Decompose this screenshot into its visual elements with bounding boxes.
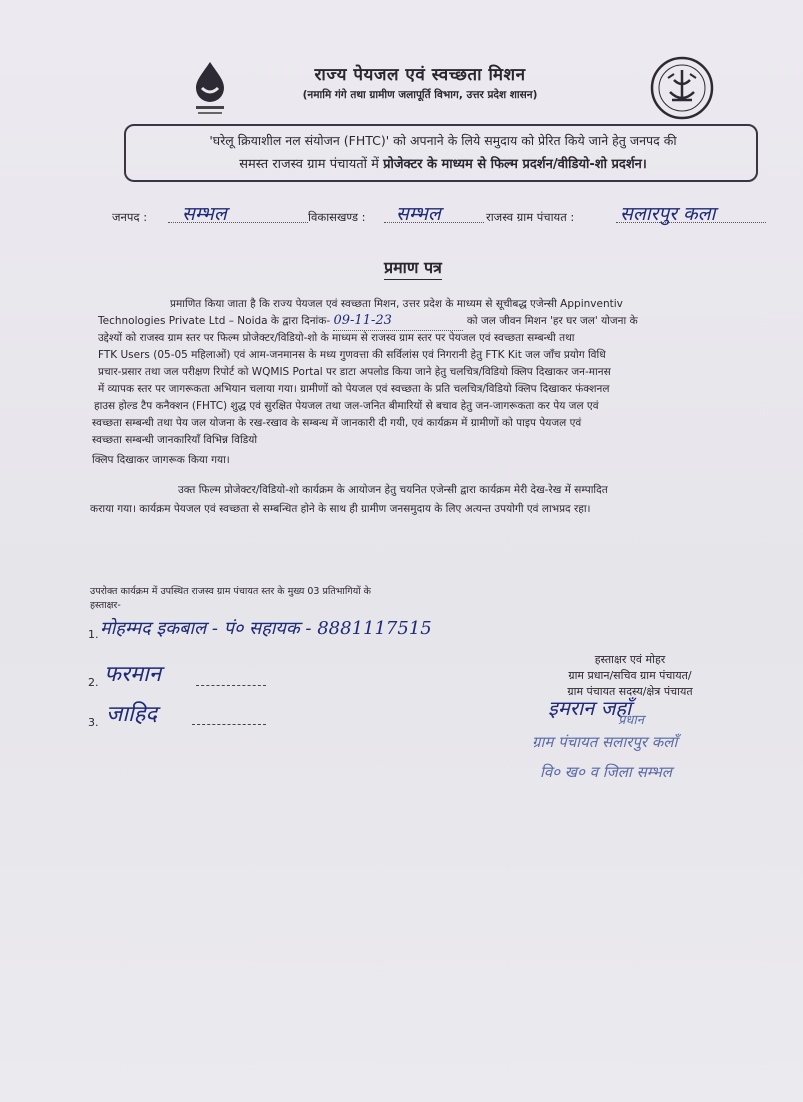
program-date: 09-11-23 xyxy=(333,313,463,331)
body-text: को जल जीवन मिशन 'हर घर जल' योजना के xyxy=(466,315,638,327)
participant-number: 2. xyxy=(88,676,99,689)
body-line: में व्यापक स्तर पर जागरूकता अभियान चलाया गया। ग्रामीणों को पेयजल एवं स्वच्छता के प्रति चलचित्र/विडियो क्लिप दिखाकर फंक्शनल xyxy=(98,383,610,395)
body-text: Technologies Private Ltd – Noida के द्वारा दिनांक- xyxy=(98,315,331,327)
body-line: उक्त फिल्म प्रोजेक्टर/विडियो-शो कार्यक्रम के आयोजन हेतु चयनित एजेन्सी द्वारा कार्यक्रम मेरी देख-रेख में सम्पादित xyxy=(178,484,608,496)
location-fields xyxy=(112,204,772,228)
signatory-label-2: ग्राम प्रधान/सचिव ग्राम पंचायत/ xyxy=(568,669,692,682)
subject-line-2 xyxy=(140,154,746,172)
subject-line-2-plain: समस्त राजस्व ग्राम पंचायतों में xyxy=(239,157,379,172)
block-label: विकासखण्ड : xyxy=(308,210,366,224)
subject-line-2-bold: प्रोजेक्टर के माध्यम से फिल्म प्रदर्शन/वीडियो-शो प्रदर्शन। xyxy=(383,157,647,172)
district-label: जनपद : xyxy=(112,210,148,224)
body-line: स्वच्छता सम्बन्धी तथा पेय जल योजना के रख-रखाव के सम्बन्ध में जानकारी दी गयी, एवं कार्यक्रम में ग्रामीणों को पाइप पेयजल एवं xyxy=(92,417,582,429)
mission-title: राज्य पेयजल एवं स्वच्छता मिशन xyxy=(314,65,526,85)
panchayat-label: राजस्व ग्राम पंचायत : xyxy=(486,210,575,224)
uttar-pradesh-govt-seal-icon xyxy=(644,56,720,120)
stamp-line-2: वि० ख० व जिला सम्भल xyxy=(540,763,672,781)
certificate-title: प्रमाण पत्र xyxy=(384,256,442,280)
subject-line-1: 'घरेलू क्रियाशील नल संयोजन (FHTC)' को अपनाने के लिये समुदाय को प्रेरित किये जाने हेतु जनपद की xyxy=(209,133,677,148)
panchayat-value: सलारपुर कला xyxy=(620,203,716,225)
pradhan-signature: इमरान जहाँ xyxy=(548,696,632,720)
signature-dashline xyxy=(192,724,266,725)
body-line: प्रमाणित किया जाता है कि राज्य पेयजल एवं स्वच्छता मिशन, उत्तर प्रदेश के माध्यम से सूचीबद्ध एजेन्सी Appinventiv xyxy=(170,298,623,310)
participant-signature-3: जाहिद xyxy=(106,702,158,727)
stamp-pradhan: प्रधान xyxy=(618,713,644,728)
participants-intro: उपरोक्त कार्यक्रम में उपस्थित राजस्व ग्राम पंचायत स्तर के मुख्य 03 प्रतिभागियों के xyxy=(90,586,371,597)
block-value: सम्भल xyxy=(396,203,441,225)
body-line: प्रचार-प्रसार तथा जल परीक्षण रिपोर्ट को WQMIS Portal पर डाटा अपलोड किया जाने हेतु चलचित्र/विडियो क्लिप दिखाकर जन-मानस xyxy=(98,366,611,378)
body-line: उद्देश्यों को राजस्व ग्राम स्तर पर फिल्म प्रोजेक्टर/विडियो-शो के माध्यम से राजस्व ग्राम स्तर पर पेयजल एवं स्वच्छता सम्बन्धी तथा xyxy=(98,332,575,344)
body-line: स्वच्छता सम्बन्धी जानकारियाँ विभिन्न विडियो xyxy=(92,434,258,446)
signatory-label-3: ग्राम पंचायत सदस्य/क्षेत्र पंचायत xyxy=(567,685,693,698)
body-line: FTK Users (05-05 महिलाओं) एवं आम-जनमानस के मध्य गुणवत्ता की सर्विलांस एवं निगरानी हेतु FTK Kit जल जाँच प्रयोग विधि xyxy=(98,349,606,361)
district-value: सम्भल xyxy=(182,203,227,225)
body-line xyxy=(98,313,778,331)
har-ghar-jal-logo-icon xyxy=(186,60,234,120)
signature-dashline xyxy=(196,685,266,686)
body-line: कराया गया। कार्यक्रम पेयजल एवं स्वच्छता से सम्बन्धित होने के साथ ही ग्रामीण जनसमुदाय के लिए अत्यन्त उपयोगी एवं लाभप्रद रहा। xyxy=(90,503,591,515)
participant-number: 3. xyxy=(88,716,99,729)
participant-number: 1. xyxy=(88,628,99,641)
participants-intro-2: हस्ताक्षर- xyxy=(90,600,121,611)
participant-signature-2: फरमान xyxy=(104,662,162,687)
participant-signature-1: मोहम्मद इकबाल - पं० सहायक - 8881117515 xyxy=(100,618,432,639)
body-line: क्लिप दिखाकर जागरूक किया गया। xyxy=(92,454,230,466)
subject-box xyxy=(124,124,758,182)
signatory-label-1: हस्ताक्षर एवं मोहर xyxy=(594,653,666,666)
mission-subtitle: (नमामि गंगे तथा ग्रामीण जलापूर्ति विभाग, उत्तर प्रदेश शासन) xyxy=(302,89,538,101)
stamp-line-1: ग्राम पंचायत सलारपुर कलाँ xyxy=(532,733,678,751)
body-line: हाउस होल्ड टैप कनैक्शन (FHTC) शुद्ध एवं सुरक्षित पेयजल तथा जल-जनित बीमारियों से बचाव हेतु जन-जागरूकता कर पेय जल एवं xyxy=(94,400,599,412)
